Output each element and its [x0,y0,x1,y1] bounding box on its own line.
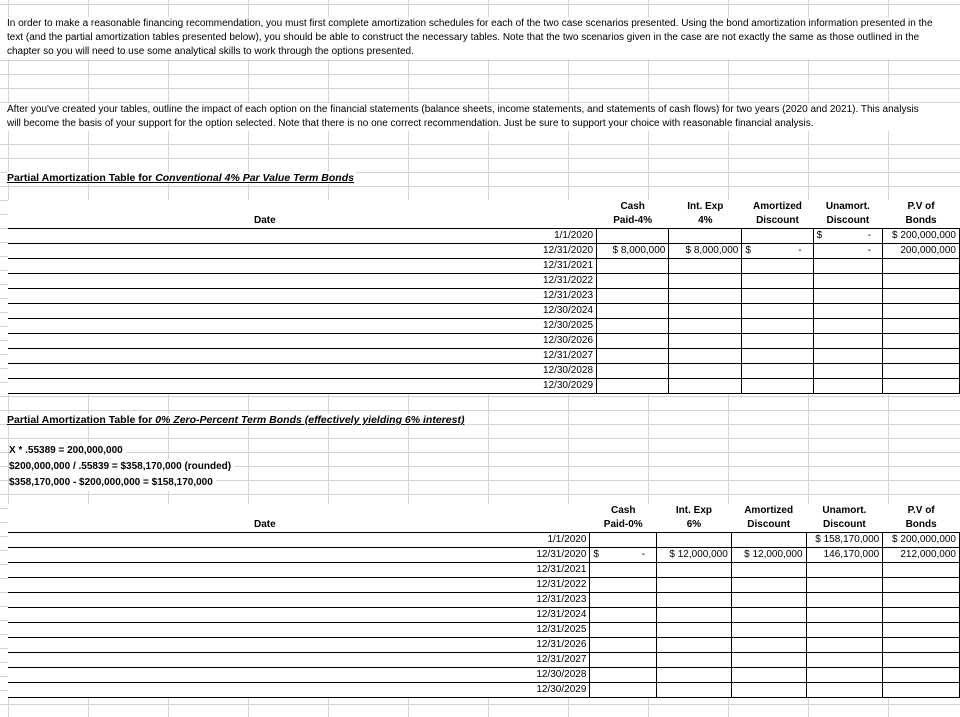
header-cash-sub[interactable]: Paid-4% [597,214,669,229]
header-amortized[interactable]: Amortized [753,201,802,212]
header-amortized-sub[interactable]: Discount [742,214,813,229]
header-unamortized[interactable]: Unamort. [822,505,867,516]
unamortized-cell[interactable]: 146,170,000 [806,548,883,563]
date-cell[interactable]: 12/31/2021 [8,259,597,274]
table-row [8,259,960,274]
header-unamortized-sub[interactable]: Discount [813,214,883,229]
header-pv[interactable]: P.V of [907,201,935,212]
int-exp-cell[interactable]: $ 8,000,000 [669,244,742,259]
table1-title-italic: Conventional 4% Par Value Term Bonds [155,172,354,184]
date-cell[interactable]: 1/1/2020 [8,533,590,548]
intro-line-2: text (and the partial amortization tables presented below), you should be able to construct the necessary tables. Note that the two scenarios given in the case are not exactly the same as those outlined in the [7,32,920,43]
header-date[interactable]: Date [8,214,597,229]
date-cell[interactable]: 12/31/2020 [8,244,597,259]
intro-line-3: chapter so you will need to use some analytical skills to work through the options presented. [7,46,414,57]
table-row [8,593,960,608]
date-cell[interactable]: 12/31/2027 [8,653,590,668]
int-exp-cell[interactable]: $ 12,000,000 [657,548,732,563]
amortized-cell[interactable]: $ 12,000,000 [731,548,806,563]
date-cell[interactable]: 12/30/2026 [8,334,597,349]
header-cash[interactable]: Cash [611,505,636,516]
table-row [8,608,960,623]
table-row [8,229,960,244]
date-cell[interactable]: 12/30/2029 [8,683,590,698]
header-date[interactable]: Date [8,518,590,533]
date-cell[interactable]: 12/31/2023 [8,289,597,304]
table-row [8,364,960,379]
date-cell[interactable]: 12/30/2024 [8,304,597,319]
date-cell[interactable]: 12/30/2025 [8,319,597,334]
amortized-value: - [798,245,802,256]
date-cell[interactable]: 12/30/2028 [8,364,597,379]
date-cell[interactable]: 12/31/2024 [8,608,590,623]
intro-line-1: In order to make a reasonable financing recommendation, you must first complete amortization schedules for each of the two case scenarios presented. Using the bond amortization information presented in the [7,18,933,29]
instructions-paragraph[interactable] [0,103,960,131]
header-amortized-sub[interactable]: Discount [731,518,806,533]
pv-cell[interactable]: 212,000,000 [883,548,960,563]
header-pv[interactable]: P.V of [907,505,935,516]
table-row [8,683,960,698]
date-cell[interactable]: 12/30/2029 [8,379,597,394]
unamortized-value: - [867,230,872,241]
unamortized-value: - [867,245,872,256]
header-cash[interactable]: Cash [620,201,645,212]
amortized-symbol: $ [745,245,751,256]
calc-note-2[interactable]: $200,000,000 / .55839 = $358,170,000 (rounded) [9,459,234,475]
date-cell[interactable]: 12/31/2025 [8,623,590,638]
header-amortized[interactable]: Amortized [744,505,794,516]
table-row [8,548,960,563]
date-cell[interactable]: 12/31/2022 [8,274,597,289]
table2-title-italic: 0% Zero-Percent Term Bonds (effectively yielding 6% interest) [155,414,465,426]
date-cell[interactable]: 1/1/2020 [8,229,597,244]
table1-title[interactable] [7,172,356,184]
header-unamortized[interactable]: Unamort. [825,201,870,212]
header-pv-sub[interactable]: Bonds [883,518,960,533]
header-int-exp[interactable]: Int. Exp [675,505,712,516]
cash-cell[interactable]: $ 8,000,000 [597,244,669,259]
amortization-table-zero-percent [8,504,960,698]
date-cell[interactable]: 12/31/2022 [8,578,590,593]
header-cash-sub[interactable]: Paid-0% [590,518,657,533]
table-row [8,379,960,394]
pv-cell[interactable]: $ 200,000,000 [883,533,960,548]
table-row [8,274,960,289]
date-cell[interactable]: 12/31/2023 [8,593,590,608]
calc-note-3[interactable]: $358,170,000 - $200,000,000 = $158,170,000 [9,475,216,491]
date-cell[interactable]: 12/31/2021 [8,563,590,578]
table-row [8,304,960,319]
header-int-exp[interactable]: Int. Exp [687,201,724,212]
table-row [8,578,960,593]
table-row [8,563,960,578]
instructions-line-1: After you've created your tables, outline the impact of each option on the financial statements (balance sheets, income statements, and statements of cash flows) for two years (2020 and 2021). This analysis [7,104,919,115]
table2-title-prefix: Partial Amortization Table for [7,414,156,426]
table1-title-prefix: Partial Amortization Table for [7,172,156,184]
date-cell[interactable]: 12/31/2026 [8,638,590,653]
header-unamortized-sub[interactable]: Discount [806,518,883,533]
intro-paragraph[interactable] [0,17,960,59]
date-cell[interactable]: 12/31/2020 [8,548,590,563]
table-row [8,533,960,548]
pv-cell[interactable]: $ 200,000,000 [883,229,960,244]
cash-value: - [641,549,646,560]
table-row [8,653,960,668]
table-row [8,334,960,349]
header-int-sub[interactable]: 6% [657,518,732,533]
cash-symbol: $ [593,549,599,560]
date-cell[interactable]: 12/31/2027 [8,349,597,364]
table-row [8,244,960,259]
instructions-line-2: will become the basis of your support for the option selected. Note that there is no one correct recommendation. Just be sure to support your choice with reasonable financial analysis. [7,118,814,129]
date-cell[interactable]: 12/30/2028 [8,668,590,683]
amortization-table-conventional [8,200,960,394]
table-row [8,638,960,653]
table-row [8,668,960,683]
unamortized-cell[interactable]: $ 158,170,000 [806,533,883,548]
table-row [8,349,960,364]
table-row [8,623,960,638]
header-int-sub[interactable]: 4% [669,214,742,229]
unamortized-symbol: $ [816,230,823,241]
table2-title[interactable] [7,414,466,426]
table-row [8,289,960,304]
table-row [8,319,960,334]
pv-cell[interactable]: 200,000,000 [883,244,960,259]
header-pv-sub[interactable]: Bonds [883,214,960,229]
calc-note-1[interactable]: X * .55389 = 200,000,000 [9,443,126,459]
